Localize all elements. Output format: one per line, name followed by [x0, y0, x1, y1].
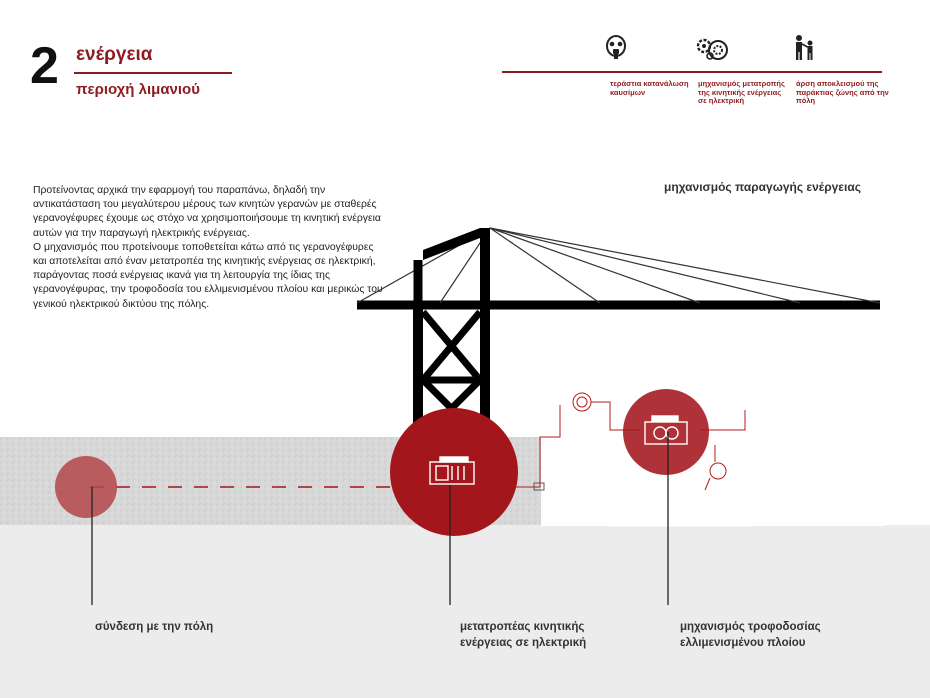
legend-label-fuel: τεράστια κατανάλωση καυσίμων: [610, 79, 689, 97]
legend-label-coast: άρση αποκλεισμού της παράκτιας ζώνης από την πόλη: [796, 79, 889, 106]
caption-ship-feed: [680, 619, 821, 651]
sea-surface: [0, 525, 930, 698]
caption-ship-feed-line-1: μηχανισμός τροφοδοσίας: [680, 621, 821, 633]
diagram-title: μηχανισμός παραγωγής ενέργειας: [664, 180, 861, 194]
converter-marker: [390, 408, 518, 536]
legend-label-converter: μηχανισμός μετατροπής της κινητικής ενέργειας σε ηλεκτρική: [698, 79, 785, 106]
city-connection-marker: [55, 456, 117, 518]
page-title: ενέργεια: [76, 44, 153, 65]
description-paragraph-2: Ο μηχανισμός που προτείνουμε τοποθετείται κάτω από τις γερανογέφυρες και αποτελείται από έναν μετατροπέα της κινητικής ενέργειας σε ηλεκτρική, παράγοντας ποσά ενέργειας ικανά για τη λειτουργία της ίδιας της γερανογέφυρας, την τροφοδοσία του ελλιμενισμένου πλοίου και μερικώς του γενικού ηλεκτρικού δικτύου της πόλης.: [33, 241, 383, 310]
description-paragraph-1: Προτείνοντας αρχικά την εφαρμογή του παραπάνω, δηλαδή την αντικατάσταση του μεγαλύτερου μέρους των κινητών γερανών με σταθερές γερανογέφυρες έχουμε ως στόχο να χρησιμοποιήσουμε τη κινητική ενέργεια αυτών για την παραγωγή ηλεκτρικής ενέργειας.: [33, 185, 381, 239]
caption-converter-line-2: ενέργειας σε ηλεκτρική: [460, 637, 587, 649]
caption-converter: [460, 619, 586, 651]
section-number: 2: [30, 37, 59, 95]
caption-converter-line-1: μετατροπέας κινητικής: [460, 621, 585, 633]
caption-ship-feed-line-2: ελλιμενισμένου πλοίου: [680, 637, 806, 649]
crane: [357, 228, 880, 437]
caption-city-connection: σύνδεση με την πόλη: [95, 621, 214, 633]
page-subtitle: περιοχή λιμανιού: [76, 81, 200, 98]
crane-ties: [357, 228, 880, 303]
